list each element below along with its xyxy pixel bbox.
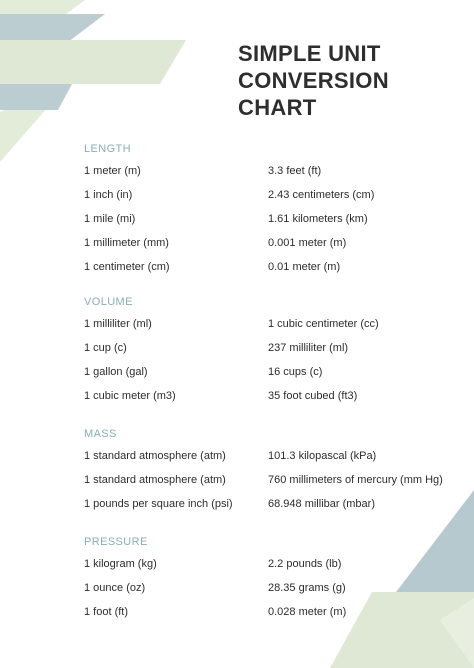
from-unit: 1 pounds per square inch (psi)	[84, 498, 233, 510]
from-unit: 1 kilogram (kg)	[84, 558, 157, 570]
title-line-2: CONVERSION	[238, 68, 389, 93]
table-row	[84, 497, 464, 521]
section-heading: MASS	[84, 428, 117, 440]
table-row	[84, 449, 464, 473]
from-unit: 1 millimeter (mm)	[84, 237, 169, 249]
to-unit: 28.35 grams (g)	[268, 582, 346, 594]
to-unit: 2.2 pounds (lb)	[268, 558, 342, 570]
from-unit: 1 meter (m)	[84, 165, 141, 177]
table-row	[84, 365, 464, 389]
to-unit: 3.3 feet (ft)	[268, 165, 322, 177]
to-unit: 0.028 meter (m)	[268, 606, 347, 618]
to-unit: 0.01 meter (m)	[268, 261, 341, 273]
section-heading: VOLUME	[84, 296, 133, 308]
to-unit: 1 cubic centimeter (cc)	[268, 318, 379, 330]
from-unit: 1 standard atmosphere (atm)	[84, 450, 226, 462]
from-unit: 1 cup (c)	[84, 342, 127, 354]
section-heading: LENGTH	[84, 143, 132, 155]
to-unit: 1.61 kilometers (km)	[268, 213, 368, 225]
table-row	[84, 605, 464, 629]
section-mass	[84, 425, 464, 521]
to-unit: 2.43 centimeters (cm)	[268, 189, 375, 201]
from-unit: 1 mile (mi)	[84, 213, 136, 225]
section-length	[84, 140, 464, 284]
from-unit: 1 milliliter (ml)	[84, 318, 152, 330]
table-row	[84, 581, 464, 605]
table-row	[84, 389, 464, 413]
from-unit: 1 inch (in)	[84, 189, 133, 201]
from-unit: 1 gallon (gal)	[84, 366, 148, 378]
section-volume	[84, 293, 464, 413]
from-unit: 1 foot (ft)	[84, 606, 129, 618]
table-row	[84, 164, 464, 188]
table-row	[84, 341, 464, 365]
from-unit: 1 ounce (oz)	[84, 582, 146, 594]
top-left-blue-band-upper	[0, 14, 105, 42]
from-unit: 1 standard atmosphere (atm)	[84, 474, 226, 486]
to-unit: 237 milliliter (ml)	[268, 342, 349, 354]
to-unit: 0.001 meter (m)	[268, 237, 347, 249]
title-line-3: CHART	[238, 95, 317, 120]
to-unit: 760 millimeters of mercury (mm Hg)	[268, 474, 443, 486]
table-row	[84, 557, 464, 581]
table-row	[84, 188, 464, 212]
top-left-green-band-wide	[0, 40, 186, 84]
title-line-1: SIMPLE UNIT	[238, 41, 381, 66]
page-title	[238, 40, 458, 121]
table-row	[84, 212, 464, 236]
to-unit: 16 cups (c)	[268, 366, 323, 378]
to-unit: 35 foot cubed (ft3)	[268, 390, 358, 402]
from-unit: 1 cubic meter (m3)	[84, 390, 176, 402]
table-row	[84, 260, 464, 284]
top-left-blue-band-lower	[0, 84, 72, 110]
table-row	[84, 473, 464, 497]
to-unit: 101.3 kilopascal (kPa)	[268, 450, 377, 462]
section-heading: PRESSURE	[84, 536, 148, 548]
from-unit: 1 centimeter (cm)	[84, 261, 170, 273]
table-row	[84, 317, 464, 341]
table-row	[84, 236, 464, 260]
section-pressure	[84, 533, 464, 629]
to-unit: 68.948 millibar (mbar)	[268, 498, 375, 510]
